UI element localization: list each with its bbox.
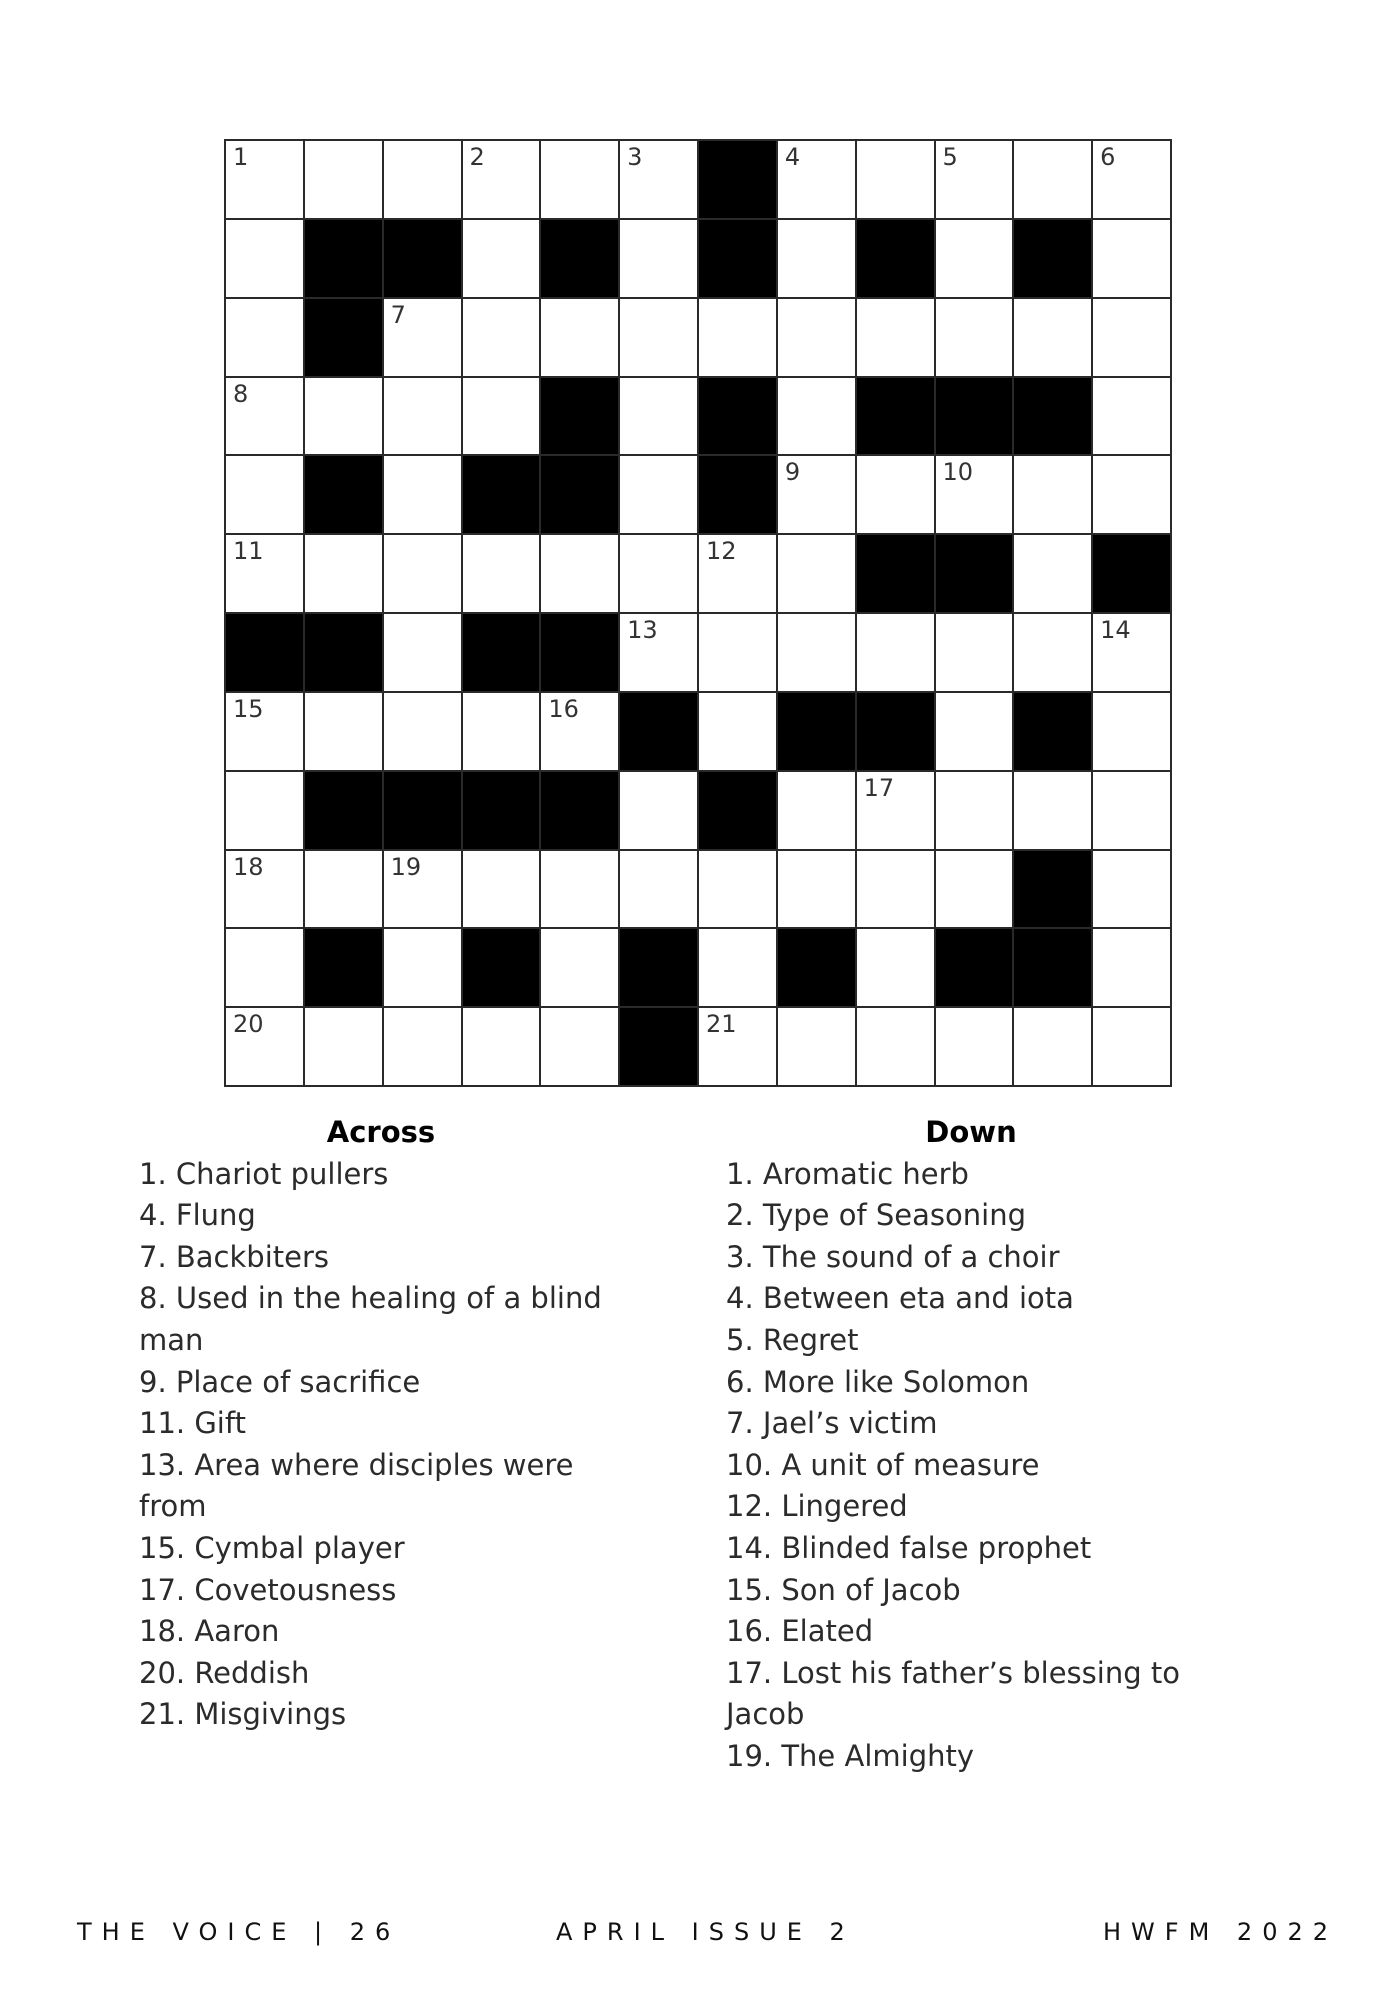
- clue-number: 19: [390, 852, 422, 881]
- answer-cell[interactable]: [226, 851, 303, 928]
- down-clue: 12. Lingered: [726, 1489, 908, 1524]
- clue-number: 11: [233, 537, 264, 566]
- across-clue: 7. Backbiters: [139, 1239, 330, 1274]
- answer-cell[interactable]: [699, 614, 776, 691]
- answer-cell[interactable]: [384, 1008, 461, 1085]
- answer-cell[interactable]: [463, 693, 540, 770]
- footer-issue: APRIL ISSUE 2: [556, 1918, 855, 1946]
- answer-cell[interactable]: [384, 929, 461, 1006]
- footer-publisher-year: HWFM 2022: [1103, 1918, 1338, 1946]
- answer-cell[interactable]: [1093, 929, 1170, 1006]
- black-square: [1014, 220, 1091, 297]
- answer-cell[interactable]: [1014, 141, 1091, 218]
- across-heading: Across: [326, 1115, 436, 1149]
- answer-cell[interactable]: [620, 614, 697, 691]
- answer-cell[interactable]: [778, 1008, 855, 1085]
- answer-cell[interactable]: [1014, 772, 1091, 849]
- across-clue: 4. Flung: [139, 1198, 256, 1233]
- answer-cell[interactable]: [384, 614, 461, 691]
- black-square: [857, 378, 934, 455]
- answer-cell[interactable]: [778, 141, 855, 218]
- answer-cell[interactable]: [463, 299, 540, 376]
- answer-cell[interactable]: [1093, 772, 1170, 849]
- answer-cell[interactable]: [541, 851, 618, 928]
- answer-cell[interactable]: [384, 535, 461, 612]
- answer-cell[interactable]: [541, 929, 618, 1006]
- answer-cell[interactable]: [857, 929, 934, 1006]
- black-square: [936, 535, 1013, 612]
- answer-cell[interactable]: [1014, 535, 1091, 612]
- answer-cell[interactable]: [384, 378, 461, 455]
- clue-number: 6: [1100, 143, 1116, 171]
- down-heading: Down: [925, 1115, 1017, 1149]
- answer-cell[interactable]: [384, 456, 461, 533]
- answer-cell[interactable]: [857, 456, 934, 533]
- answer-cell[interactable]: [936, 772, 1013, 849]
- answer-cell[interactable]: [699, 929, 776, 1006]
- answer-cell[interactable]: [305, 693, 382, 770]
- across-clue-list: [139, 1154, 639, 1736]
- black-square: [305, 299, 382, 376]
- answer-cell[interactable]: [936, 220, 1013, 297]
- clue-number: 16: [548, 694, 579, 723]
- answer-cell[interactable]: [857, 851, 934, 928]
- answer-cell[interactable]: [1093, 220, 1170, 297]
- black-square: [305, 772, 382, 849]
- answer-cell[interactable]: [463, 535, 540, 612]
- answer-cell[interactable]: [1014, 1008, 1091, 1085]
- black-square: [541, 220, 618, 297]
- answer-cell[interactable]: [305, 141, 382, 218]
- answer-cell[interactable]: [541, 693, 618, 770]
- answer-cell[interactable]: [226, 1008, 303, 1085]
- clue-number: 9: [784, 458, 801, 487]
- answer-cell[interactable]: [620, 851, 697, 928]
- clue-number: 5: [942, 143, 958, 171]
- down-clues: [726, 1112, 1226, 1778]
- answer-cell[interactable]: [1093, 141, 1170, 218]
- answer-cell[interactable]: [1093, 851, 1170, 928]
- black-square: [778, 929, 855, 1006]
- answer-cell[interactable]: [1014, 456, 1091, 533]
- crossword-grid: [224, 139, 1172, 1087]
- answer-cell[interactable]: [620, 772, 697, 849]
- black-square: [463, 614, 540, 691]
- answer-cell[interactable]: [384, 299, 461, 376]
- answer-cell[interactable]: [936, 693, 1013, 770]
- clue-number: 20: [233, 1010, 264, 1039]
- answer-cell[interactable]: [226, 220, 303, 297]
- clue-number: 15: [233, 694, 264, 723]
- down-clue: 19. The Almighty: [726, 1738, 975, 1773]
- answer-cell[interactable]: [857, 141, 934, 218]
- across-clue: 8. Used in the healing of a blind man: [139, 1281, 602, 1357]
- clue-number: 18: [233, 852, 264, 881]
- answer-cell[interactable]: [778, 772, 855, 849]
- black-square: [463, 929, 540, 1006]
- answer-cell[interactable]: [305, 1008, 382, 1085]
- down-clue: 2. Type of Seasoning: [726, 1198, 1026, 1233]
- black-square: [384, 772, 461, 849]
- black-square: [620, 1008, 697, 1085]
- black-square: [305, 929, 382, 1006]
- answer-cell[interactable]: [699, 693, 776, 770]
- black-square: [226, 614, 303, 691]
- answer-cell[interactable]: [541, 141, 618, 218]
- answer-cell[interactable]: [778, 299, 855, 376]
- answer-cell[interactable]: [857, 614, 934, 691]
- answer-cell[interactable]: [699, 299, 776, 376]
- answer-cell[interactable]: [305, 851, 382, 928]
- answer-cell[interactable]: [778, 851, 855, 928]
- black-square: [541, 456, 618, 533]
- answer-cell[interactable]: [226, 141, 303, 218]
- answer-cell[interactable]: [305, 535, 382, 612]
- answer-cell[interactable]: [1014, 614, 1091, 691]
- clue-number: 13: [627, 616, 658, 644]
- answer-cell[interactable]: [226, 693, 303, 770]
- answer-cell[interactable]: [620, 141, 697, 218]
- clue-number: 14: [1100, 616, 1131, 644]
- black-square: [305, 220, 382, 297]
- down-clue: 17. Lost his father’s blessing to Jacob: [726, 1655, 1180, 1732]
- answer-cell[interactable]: [541, 1008, 618, 1085]
- black-square: [463, 772, 540, 849]
- answer-cell[interactable]: [226, 929, 303, 1006]
- answer-cell[interactable]: [305, 378, 382, 455]
- answer-cell[interactable]: [1093, 693, 1170, 770]
- across-clues: [139, 1112, 639, 1736]
- footer-magazine-page: THE VOICE | 26: [77, 1918, 401, 1946]
- clue-number: 3: [627, 143, 643, 171]
- black-square: [541, 772, 618, 849]
- across-clue: 1. Chariot pullers: [139, 1156, 389, 1191]
- answer-cell[interactable]: [699, 535, 776, 612]
- across-clue: 20. Reddish: [139, 1655, 310, 1690]
- answer-cell[interactable]: [1093, 614, 1170, 691]
- black-square: [305, 456, 382, 533]
- answer-cell[interactable]: [463, 378, 540, 455]
- clue-number: 4: [784, 143, 801, 171]
- answer-cell[interactable]: [1093, 378, 1170, 455]
- answer-cell[interactable]: [778, 220, 855, 297]
- down-clue: 10. A unit of measure: [726, 1447, 1040, 1482]
- clue-number: 21: [706, 1010, 737, 1039]
- black-square: [1014, 929, 1091, 1006]
- black-square: [699, 378, 776, 455]
- answer-cell[interactable]: [463, 141, 540, 218]
- down-clue: 16. Elated: [726, 1614, 874, 1649]
- answer-cell[interactable]: [384, 851, 461, 928]
- answer-cell[interactable]: [463, 1008, 540, 1085]
- answer-cell[interactable]: [620, 299, 697, 376]
- answer-cell[interactable]: [936, 299, 1013, 376]
- clue-number: 10: [942, 458, 974, 487]
- clue-number: 8: [233, 379, 249, 408]
- black-square: [541, 378, 618, 455]
- answer-cell[interactable]: [226, 299, 303, 376]
- black-square: [1014, 851, 1091, 928]
- down-clue: 6. More like Solomon: [726, 1364, 1030, 1399]
- answer-cell[interactable]: [620, 535, 697, 612]
- down-clue: 14. Blinded false prophet: [726, 1530, 1092, 1565]
- answer-cell[interactable]: [778, 535, 855, 612]
- answer-cell[interactable]: [463, 220, 540, 297]
- answer-cell[interactable]: [1093, 1008, 1170, 1085]
- answer-cell[interactable]: [936, 851, 1013, 928]
- answer-cell[interactable]: [778, 614, 855, 691]
- answer-cell[interactable]: [936, 456, 1013, 533]
- answer-cell[interactable]: [936, 1008, 1013, 1085]
- answer-cell[interactable]: [1093, 299, 1170, 376]
- clue-number: 12: [706, 537, 737, 566]
- answer-cell[interactable]: [1014, 299, 1091, 376]
- answer-cell[interactable]: [541, 535, 618, 612]
- answer-cell[interactable]: [699, 851, 776, 928]
- down-clue: 3. The sound of a choir: [726, 1239, 1060, 1274]
- clue-number: 1: [233, 143, 249, 171]
- answer-cell[interactable]: [384, 693, 461, 770]
- black-square: [936, 929, 1013, 1006]
- black-square: [857, 220, 934, 297]
- across-clue: 21. Misgivings: [139, 1697, 347, 1732]
- answer-cell[interactable]: [857, 299, 934, 376]
- black-square: [699, 772, 776, 849]
- across-clue: 9. Place of sacrifice: [139, 1364, 421, 1399]
- answer-cell[interactable]: [857, 772, 934, 849]
- down-clue: 4. Between eta and iota: [726, 1281, 1074, 1316]
- answer-cell[interactable]: [226, 772, 303, 849]
- answer-cell[interactable]: [778, 456, 855, 533]
- answer-cell[interactable]: [620, 220, 697, 297]
- black-square: [699, 456, 776, 533]
- black-square: [699, 141, 776, 218]
- answer-cell[interactable]: [699, 1008, 776, 1085]
- down-clue: 5. Regret: [726, 1322, 859, 1357]
- black-square: [1014, 693, 1091, 770]
- black-square: [1014, 378, 1091, 455]
- black-square: [778, 693, 855, 770]
- black-square: [620, 693, 697, 770]
- black-square: [1093, 535, 1170, 612]
- answer-cell[interactable]: [1093, 456, 1170, 533]
- black-square: [463, 456, 540, 533]
- answer-cell[interactable]: [226, 378, 303, 455]
- black-square: [384, 220, 461, 297]
- answer-cell[interactable]: [936, 141, 1013, 218]
- black-square: [857, 535, 934, 612]
- across-clue: 11. Gift: [139, 1406, 246, 1441]
- black-square: [936, 378, 1013, 455]
- across-clue: 17. Covetousness: [139, 1572, 397, 1607]
- answer-cell[interactable]: [857, 1008, 934, 1085]
- across-clue: 18. Aaron: [139, 1614, 280, 1649]
- answer-cell[interactable]: [541, 299, 618, 376]
- across-clue: 15. Cymbal player: [139, 1530, 405, 1565]
- black-square: [857, 693, 934, 770]
- answer-cell[interactable]: [463, 851, 540, 928]
- black-square: [620, 929, 697, 1006]
- answer-cell[interactable]: [620, 456, 697, 533]
- answer-cell[interactable]: [384, 141, 461, 218]
- answer-cell[interactable]: [226, 535, 303, 612]
- clue-number: 7: [390, 300, 406, 329]
- answer-cell[interactable]: [620, 378, 697, 455]
- black-square: [699, 220, 776, 297]
- answer-cell[interactable]: [226, 456, 303, 533]
- black-square: [541, 614, 618, 691]
- down-clue: 7. Jael’s victim: [726, 1406, 938, 1441]
- answer-cell[interactable]: [936, 614, 1013, 691]
- across-clue: 13. Area where disciples were from: [139, 1447, 574, 1524]
- down-clue: 1. Aromatic herb: [726, 1156, 969, 1191]
- black-square: [305, 614, 382, 691]
- answer-cell[interactable]: [778, 378, 855, 455]
- down-clue: 15. Son of Jacob: [726, 1572, 961, 1607]
- clue-number: 17: [863, 773, 895, 802]
- clue-number: 2: [469, 143, 485, 171]
- down-clue-list: [726, 1154, 1226, 1778]
